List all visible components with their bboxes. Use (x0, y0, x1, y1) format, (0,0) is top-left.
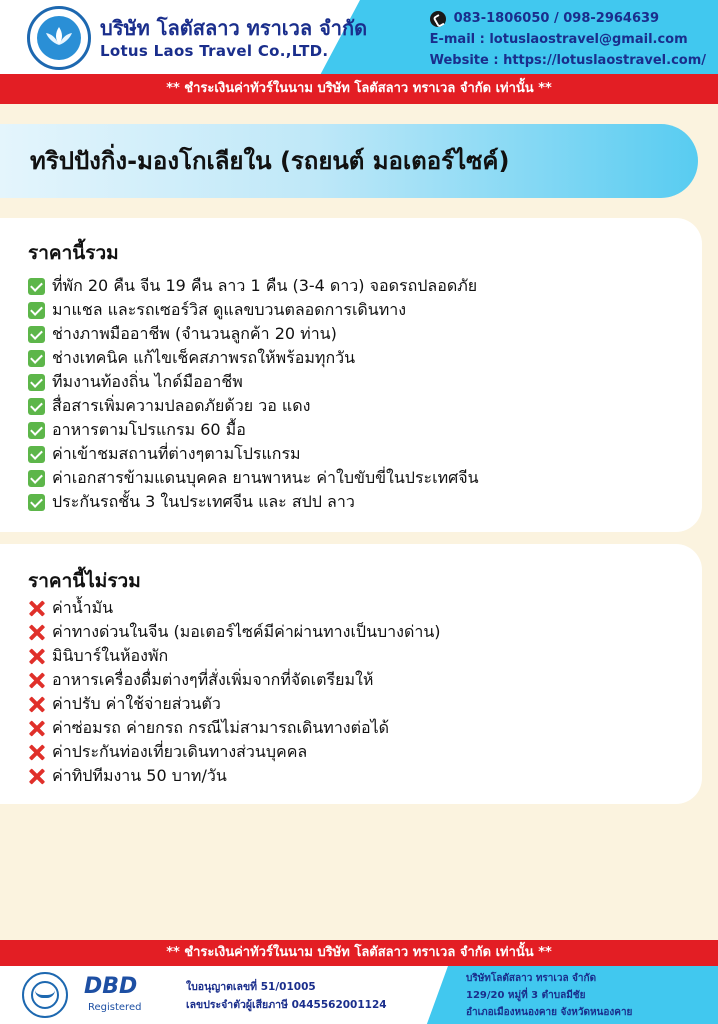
dbd-mark: DBD (84, 974, 138, 999)
phone-row (430, 8, 706, 29)
license-number: ใบอนุญาตเลขที่ 51/01005 (186, 981, 316, 993)
excluded-list (28, 596, 441, 788)
check-icon (28, 278, 45, 295)
list-item: ค่าประกันท่องเที่ยวเดินทางส่วนบุคคล (28, 740, 441, 764)
included-list (28, 274, 479, 514)
included-heading: ราคานี้รวม (28, 242, 119, 264)
list-item: มินิบาร์ในห้องพัก (28, 644, 441, 668)
page-footer (0, 966, 718, 1024)
list-item: ทีมงานท้องถิ่น ไกด์มืออาชีพ (28, 370, 479, 394)
list-item: สื่อสารเพิ่มความปลอดภัยด้วย วอ แดง (28, 394, 479, 418)
address-line-1: 129/20 หมู่ที่ 3 ตำบลมีชัย (466, 990, 586, 1001)
excluded-card (0, 544, 702, 804)
email-text: E-mail : lotuslaostravel@gmail.com (429, 32, 688, 47)
page-header (0, 0, 718, 74)
list-item: อาหารตามโปรแกรม 60 มื้อ (28, 418, 479, 442)
email-row (430, 29, 706, 50)
check-icon (28, 422, 45, 439)
company-logo (27, 6, 91, 70)
check-icon (28, 398, 45, 415)
page-title: ทริปปังกิ่ง-มองโกเลียใน (รถยนต์ มอเตอร์ไซค์) (30, 147, 510, 175)
check-icon (28, 374, 45, 391)
list-item: ค่าปรับ ค่าใช้จ่ายส่วนตัว (28, 692, 441, 716)
company-name-english: Lotus Laos Travel Co.,LTD. (100, 42, 329, 60)
payment-notice-top: ** ชำระเงินค่าทัวร์ในนาม บริษัท โลตัสลาว ทราเวล จำกัด เท่านั้น ** (0, 74, 718, 104)
dbd-registered-label: Registered (88, 1002, 142, 1013)
list-item: ค่าทิปทีมงาน 50 บาท/วัน (28, 764, 441, 788)
list-item: ค่าเอกสารข้ามแดนบุคคล ยานพาหนะ ค่าใบขับขี่ในประเทศจีน (28, 466, 479, 490)
list-item: ช่างภาพมืออาชีพ (จำนวนลูกค้า 20 ท่าน) (28, 322, 479, 346)
website-row (430, 50, 706, 71)
check-icon (28, 302, 45, 319)
included-card (0, 218, 702, 532)
list-item: ประกันรถชั้น 3 ในประเทศจีน และ สปป ลาว (28, 490, 479, 514)
cross-icon (28, 600, 45, 617)
excluded-heading: ราคานี้ไม่รวม (28, 570, 141, 592)
cross-icon (28, 696, 45, 713)
list-item: ที่พัก 20 คืน จีน 19 คืน ลาว 1 คืน (3-4 ดาว) จอดรถปลอดภัย (28, 274, 479, 298)
list-item: มาแชล และรถเซอร์วิส ดูแลขบวนตลอดการเดินทาง (28, 298, 479, 322)
phone-numbers: 083-1806050 / 098-2964639 (453, 11, 660, 26)
list-item: ช่างเทคนิค แก้ไขเช็คสภาพรถให้พร้อมทุกวัน (28, 346, 479, 370)
payment-notice-bottom: ** ชำระเงินค่าทัวร์ในนาม บริษัท โลตัสลาว ทราเวล จำกัด เท่านั้น ** (0, 940, 718, 966)
cross-icon (28, 720, 45, 737)
check-icon (28, 494, 45, 511)
address-company: บริษัทโลตัสลาว ทราเวล จำกัด (466, 973, 597, 984)
lotus-icon (44, 25, 74, 47)
cross-icon (28, 648, 45, 665)
dbd-registered-badge (84, 974, 174, 1018)
company-name-thai: บริษัท โลตัสลาว ทราเวล จำกัด (100, 16, 368, 40)
title-banner (0, 124, 698, 198)
contact-info (430, 8, 706, 71)
check-icon (28, 446, 45, 463)
list-item: อาหารเครื่องดื่มต่างๆที่สั่งเพิ่มจากที่จัดเตรียมให้ (28, 668, 441, 692)
license-info (186, 978, 387, 1014)
website-text: Website : https://lotuslaostravel.com/ (429, 53, 706, 68)
tourism-seal-icon (22, 972, 68, 1018)
tax-id: เลขประจำตัวผู้เสียภาษี 0445562001124 (186, 999, 387, 1011)
check-icon (28, 326, 45, 343)
cross-icon (28, 624, 45, 641)
list-item: ค่าน้ำมัน (28, 596, 441, 620)
list-item: ค่าทางด่วนในจีน (มอเตอร์ไซค์มีค่าผ่านทางเป็นบางด่าน) (28, 620, 441, 644)
cross-icon (28, 768, 45, 785)
list-item: ค่าซ่อมรถ ค่ายกรถ กรณีไม่สามารถเดินทางต่อได้ (28, 716, 441, 740)
list-item: ค่าเข้าชมสถานที่ต่างๆตามโปรแกรม (28, 442, 479, 466)
phone-icon (430, 11, 446, 27)
address-line-2: อำเภอเมืองหนองคาย จังหวัดหนองคาย (466, 1007, 633, 1018)
check-icon (28, 350, 45, 367)
cross-icon (28, 744, 45, 761)
check-icon (28, 470, 45, 487)
cross-icon (28, 672, 45, 689)
company-address (466, 966, 632, 1021)
